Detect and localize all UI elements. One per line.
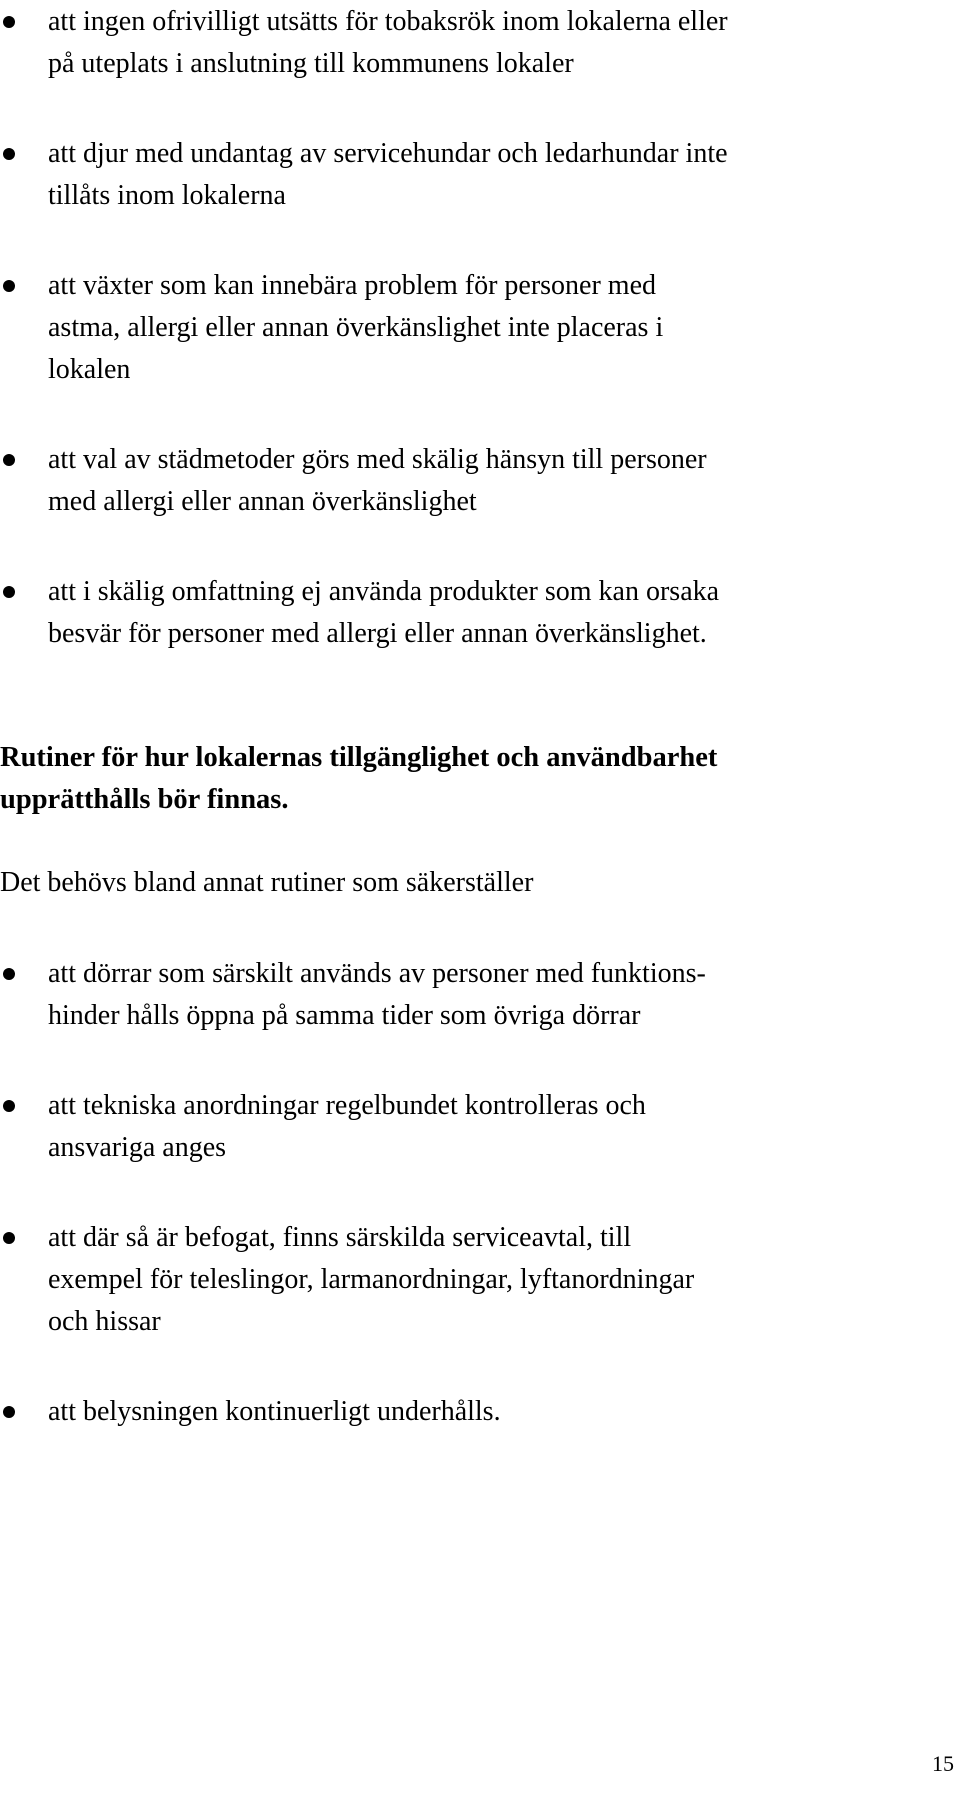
bullet-icon xyxy=(3,968,15,980)
list-item xyxy=(0,571,960,655)
list-item-text: astma, allergi eller annan överkänslighet inte placeras i xyxy=(48,312,664,343)
list-item-text: att ingen ofrivilligt utsätts för tobaksrök inom lokalerna eller xyxy=(48,6,728,37)
list-item-text: med allergi eller annan överkänslighet xyxy=(48,486,477,517)
list-item-text: att belysningen kontinuerligt underhålls. xyxy=(48,1396,501,1427)
bullet-icon xyxy=(3,454,15,466)
list-item xyxy=(0,265,960,391)
bullet-icon xyxy=(3,280,15,292)
list-item-text: lokalen xyxy=(48,354,131,385)
bullet-icon xyxy=(3,16,15,28)
list-item-text: och hissar xyxy=(48,1306,161,1337)
list-item-text: på uteplats i anslutning till kommunens lokaler xyxy=(48,48,574,79)
bullet-icon xyxy=(3,148,15,160)
list-item-text: att tekniska anordningar regelbundet kontrolleras och xyxy=(48,1090,646,1121)
list-item-text: besvär för personer med allergi eller annan överkänslighet. xyxy=(48,618,707,649)
list-item xyxy=(0,1,960,85)
intro-paragraph: Det behövs bland annat rutiner som säkerställer xyxy=(0,867,534,898)
list-item xyxy=(0,439,960,523)
list-item-text: tillåts inom lokalerna xyxy=(48,180,286,211)
list-item xyxy=(0,1391,960,1433)
bullet-icon xyxy=(3,1406,15,1418)
list-item-text: exempel för teleslingor, larmanordningar, lyftanordningar xyxy=(48,1264,695,1295)
list-item-text: att val av städmetoder görs med skälig hänsyn till personer xyxy=(48,444,707,475)
list-item xyxy=(0,1217,960,1343)
list-item-text: att dörrar som särskilt används av personer med funktions- xyxy=(48,958,706,989)
list-item-text: att där så är befogat, finns särskilda serviceavtal, till xyxy=(48,1222,632,1253)
bullet-icon xyxy=(3,586,15,598)
section-heading-line: upprätthålls bör finnas. xyxy=(0,784,289,815)
bullet-icon xyxy=(3,1232,15,1244)
list-item-text: att växter som kan innebära problem för personer med xyxy=(48,270,657,301)
bullet-icon xyxy=(3,1100,15,1112)
list-item-text: hinder hålls öppna på samma tider som övriga dörrar xyxy=(48,1000,641,1031)
page-number: 15 xyxy=(932,1751,954,1776)
list-item xyxy=(0,953,960,1037)
list-item-text: ansvariga anges xyxy=(48,1132,227,1163)
list-item xyxy=(0,1085,960,1169)
list-item xyxy=(0,133,960,217)
requirements-list xyxy=(0,1,960,655)
list-item-text: att i skälig omfattning ej använda produkter som kan orsaka xyxy=(48,576,720,607)
list-item-text: att djur med undantag av servicehundar och ledarhundar inte xyxy=(48,138,728,169)
section-heading xyxy=(0,737,960,821)
section-heading-line: Rutiner för hur lokalernas tillgänglighet och användbarhet xyxy=(0,742,718,773)
routines-list xyxy=(0,953,960,1433)
